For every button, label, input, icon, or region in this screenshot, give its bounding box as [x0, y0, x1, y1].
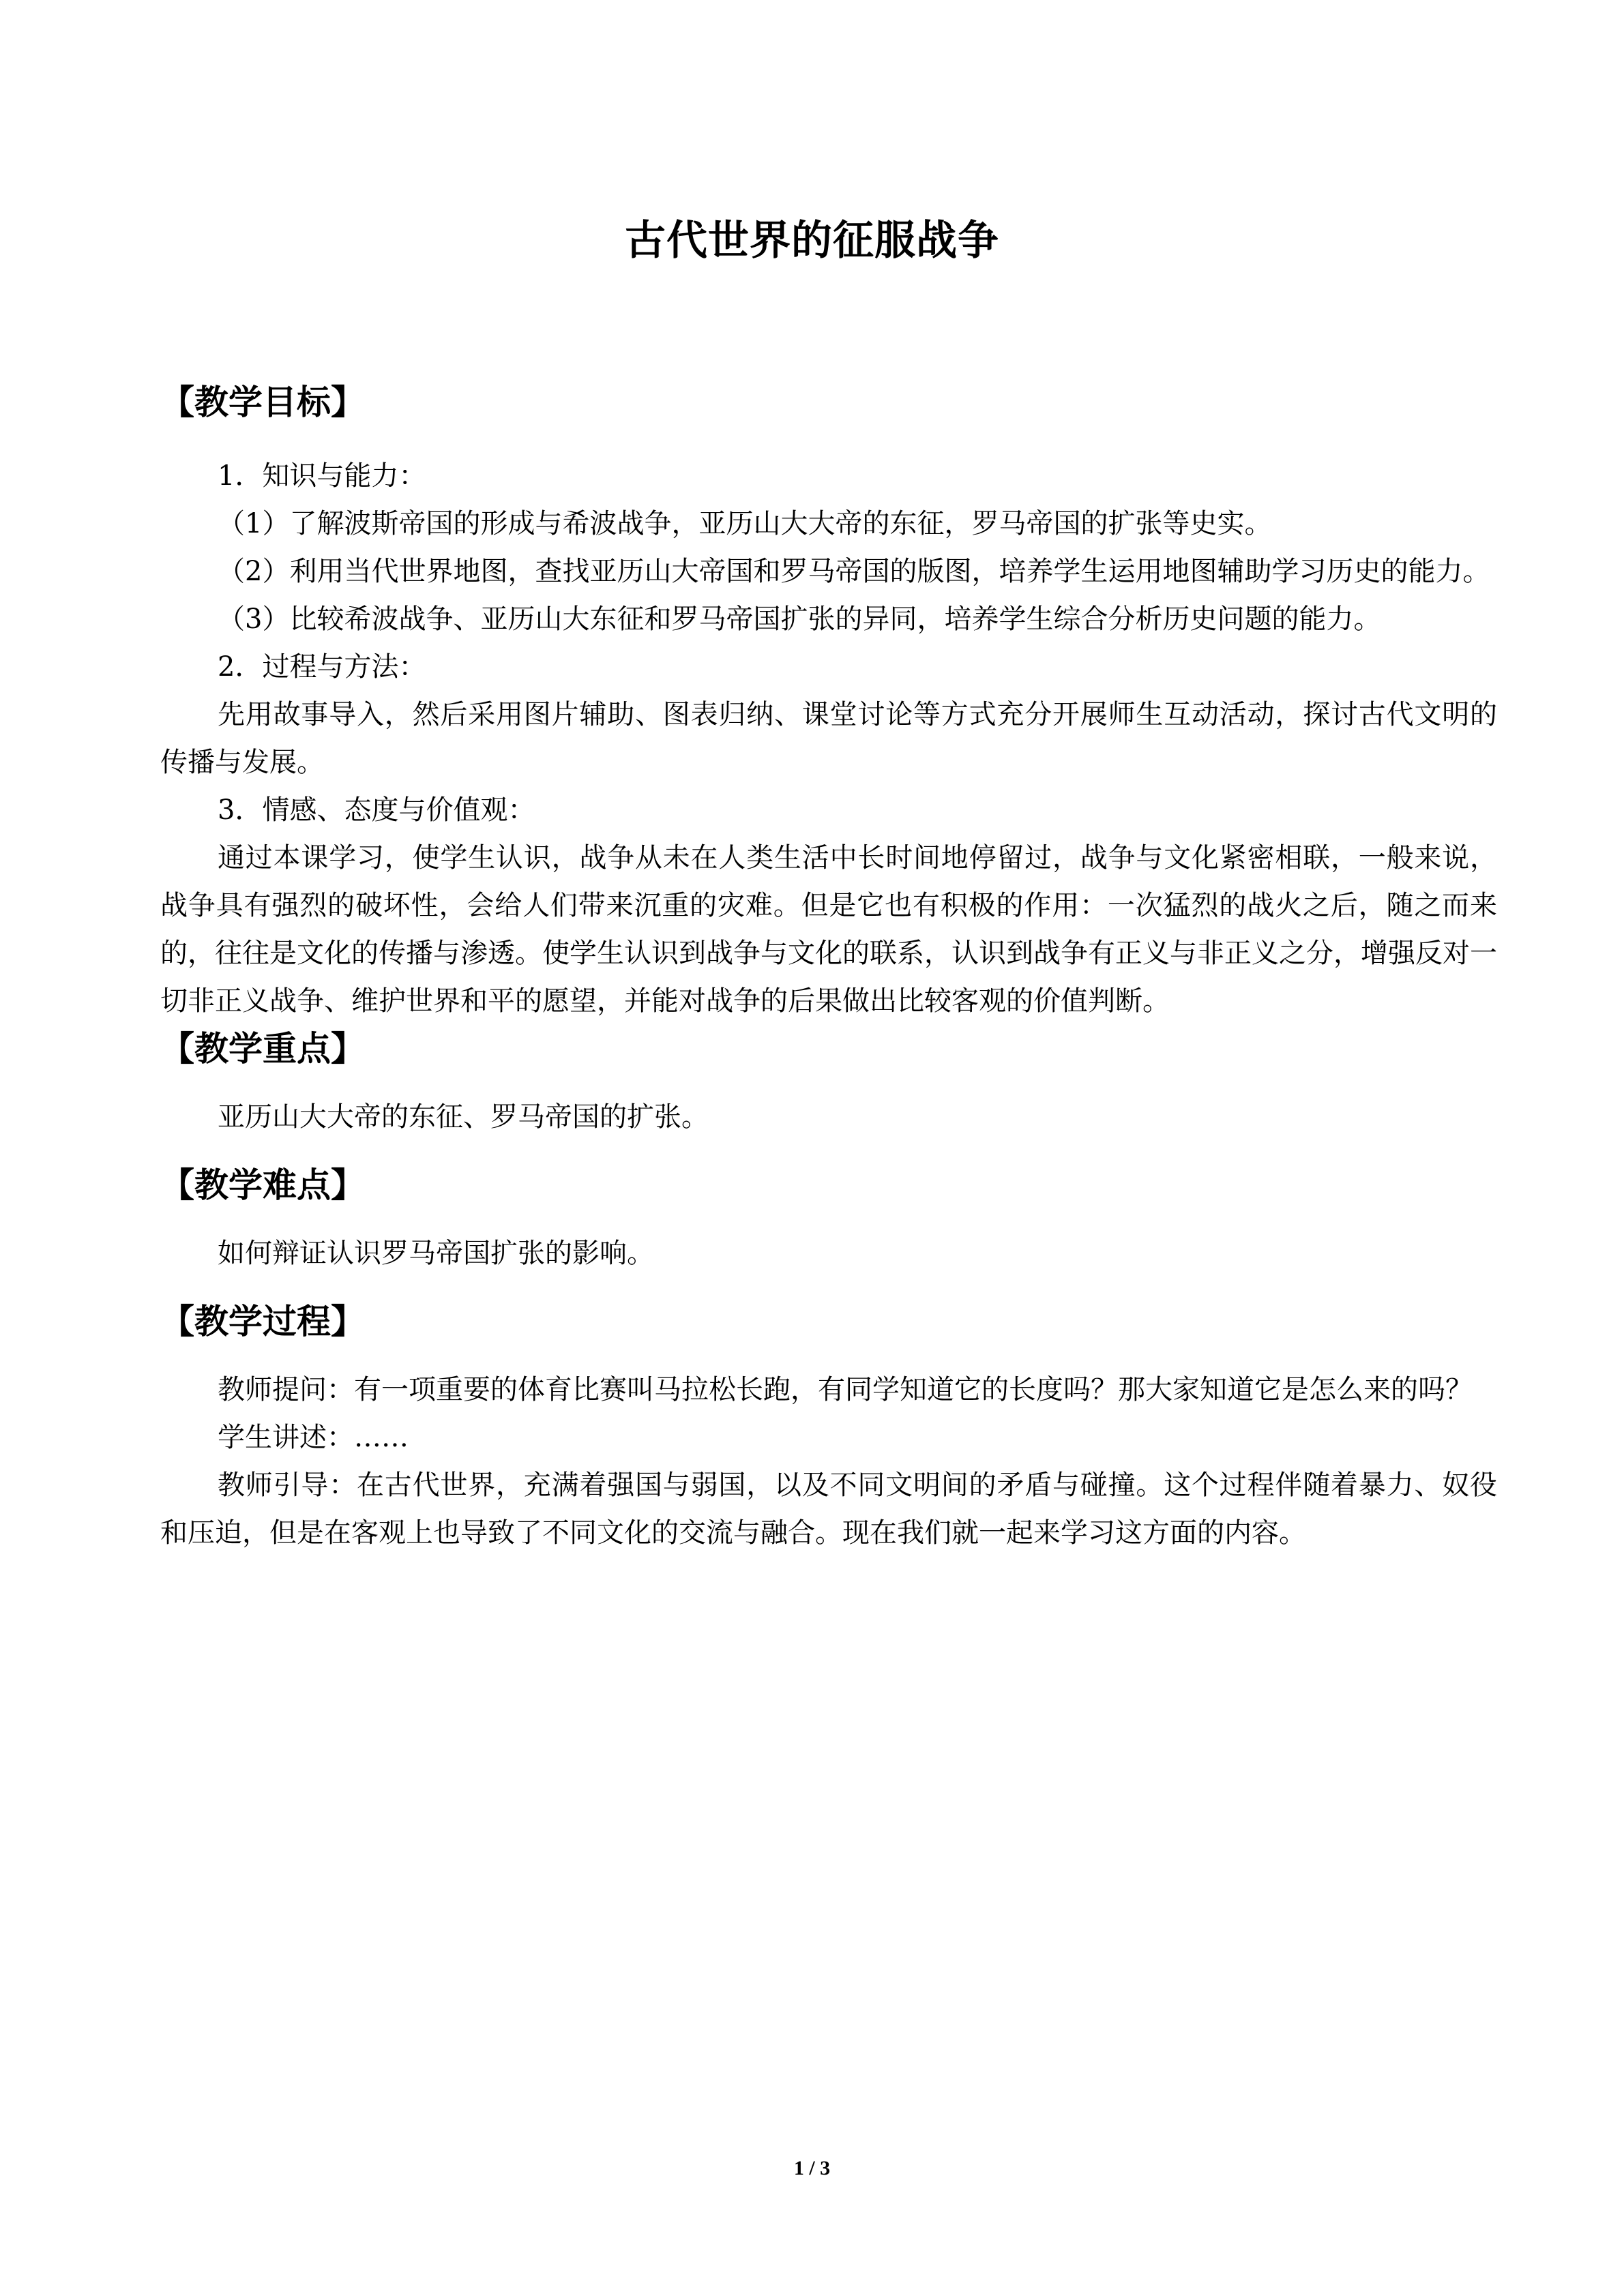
- paragraph: 亚历山大大帝的东征、罗马帝国的扩张。: [218, 1101, 709, 1133]
- paragraph: 3．情感、态度与价值观：: [218, 794, 535, 826]
- paragraph: 教师引导：在古代世界，充满着强国与弱国，以及不同文明间的矛盾与碰撞。这个过程伴随着暴力、奴役和压迫，但是在客观上也导致了不同文化的交流与融合。现在我们就一起来学习这方面的内容。: [160, 1470, 1497, 1549]
- section-heading-key-points: 【教学重点】: [160, 1029, 365, 1069]
- section-heading-objectives: 【教学目标】: [160, 383, 365, 422]
- paragraph: 先用故事导入，然后采用图片辅助、图表归纳、课堂讨论等方式充分开展师生互动活动，探讨古代文明的传播与发展。: [160, 699, 1497, 778]
- paragraph: 如何辩证认识罗马帝国扩张的影响。: [218, 1238, 654, 1269]
- page-number: 1 / 3: [793, 2157, 831, 2179]
- document-body: [160, 378, 1497, 1557]
- paragraph: （2）利用当代世界地图，查找亚历山大帝国和罗马帝国的版图，培养学生运用地图辅助学习历史的能力。: [218, 556, 1490, 587]
- paragraph: 学生讲述：……: [218, 1422, 409, 1453]
- paragraph: （1）了解波斯帝国的形成与希波战争，亚历山大大帝的东征，罗马帝国的扩张等史实。: [218, 508, 1272, 539]
- section-heading-process: 【教学过程】: [160, 1302, 365, 1341]
- paragraph: 2．过程与方法：: [218, 651, 426, 683]
- page-title: 古代世界的征服战争: [625, 217, 999, 265]
- section-heading-difficulties: 【教学难点】: [160, 1165, 365, 1205]
- paragraph: 教师提问：有一项重要的体育比赛叫马拉松长跑，有同学知道它的长度吗？那大家知道它是怎么来的吗？: [218, 1374, 1473, 1405]
- paragraph: （3）比较希波战争、亚历山大东征和罗马帝国扩张的异同，培养学生综合分析历史问题的能力。: [218, 603, 1381, 635]
- paragraph: 通过本课学习，使学生认识，战争从未在人类生活中长时间地停留过，战争与文化紧密相联，一般来说，战争具有强烈的破坏性，会给人们带来沉重的灾难。但是它也有积极的作用：一次猛烈的战火之后，随之而来的，往往是文化的传播与渗透。使学生认识到战争与文化的联系，认识到战争有正义与非正义之分，增强反对一切非正义战争、维护世界和平的愿望，并能对战争的后果做出比较客观的价值判断。: [160, 842, 1497, 1017]
- paragraph: 1．知识与能力：: [218, 460, 426, 492]
